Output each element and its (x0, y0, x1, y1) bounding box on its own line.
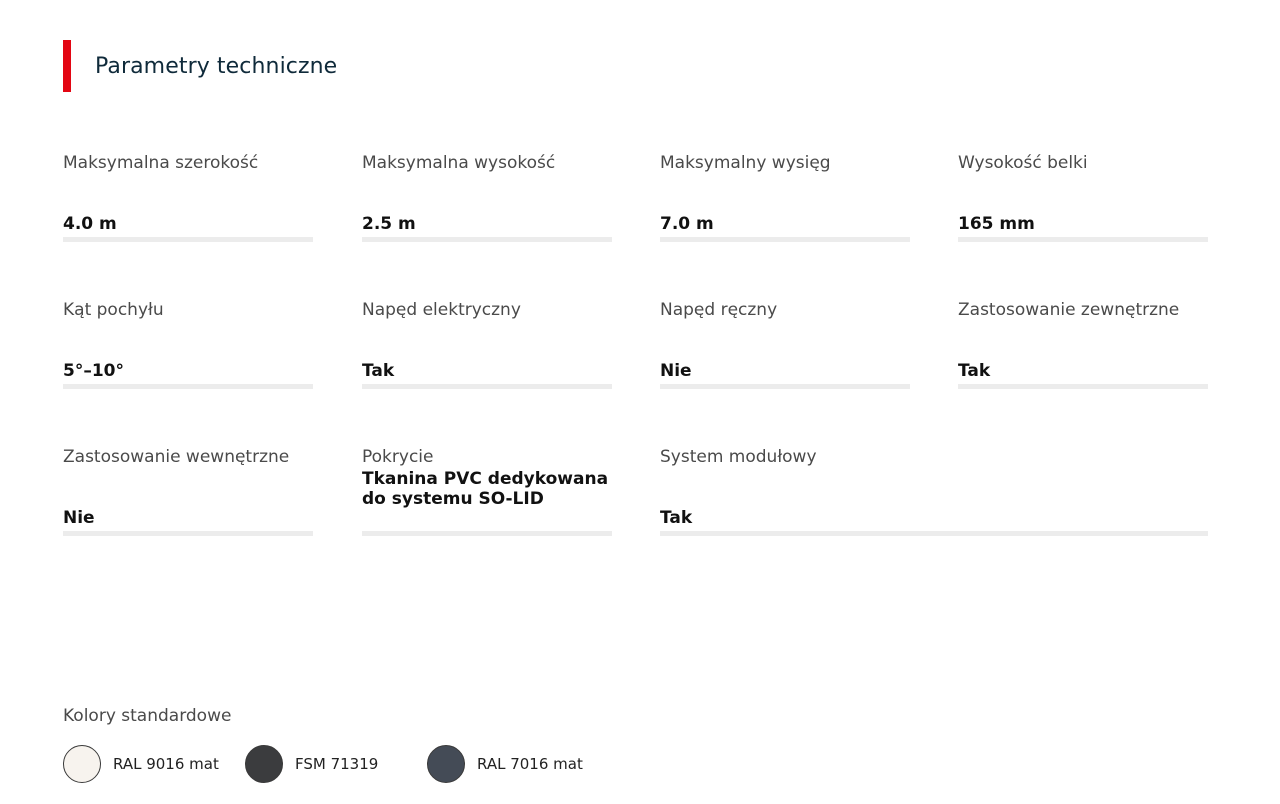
param-label: Napęd ręczny (660, 300, 778, 320)
color-name: RAL 9016 mat (113, 755, 219, 773)
param-value: Tkanina PVC dedykowana do systemu SO-LID (362, 469, 609, 509)
param-value: Tak (362, 361, 395, 381)
color-option-ral-9016[interactable] (63, 744, 219, 784)
param-underline (63, 531, 313, 536)
param-label: Maksymalny wysięg (660, 153, 831, 173)
param-underline (362, 384, 612, 389)
param-label: Napęd elektryczny (362, 300, 521, 320)
param-value: 5°–10° (63, 361, 124, 381)
color-option-fsm-71319[interactable] (245, 744, 378, 784)
color-option-ral-7016[interactable] (427, 744, 583, 784)
param-label: Pokrycie (362, 447, 434, 467)
param-value: Tak (958, 361, 991, 381)
accent-bar (63, 40, 71, 92)
param-underline (63, 237, 313, 242)
param-underline (958, 237, 1208, 242)
param-underline (63, 384, 313, 389)
param-value: Nie (63, 508, 95, 528)
param-value: Nie (660, 361, 692, 381)
param-underline (660, 237, 910, 242)
param-label: Zastosowanie zewnętrzne (958, 300, 1180, 320)
section-title: Parametry techniczne (95, 53, 338, 79)
standard-colors-label: Kolory standardowe (63, 706, 232, 726)
param-label: Wysokość belki (958, 153, 1088, 173)
param-value: 2.5 m (362, 214, 416, 234)
param-label: Kąt pochyłu (63, 300, 164, 320)
param-label: Zastosowanie wewnętrzne (63, 447, 290, 467)
color-name: RAL 7016 mat (477, 755, 583, 773)
color-name: FSM 71319 (295, 755, 379, 773)
param-underline (362, 531, 612, 536)
param-label: Maksymalna szerokość (63, 153, 259, 173)
param-value: 4.0 m (63, 214, 117, 234)
param-label: Maksymalna wysokość (362, 153, 556, 173)
param-label: System modułowy (660, 447, 817, 467)
param-value: Tak (660, 508, 693, 528)
color-swatch[interactable] (63, 745, 101, 783)
section-header (63, 40, 337, 92)
param-underline (660, 531, 1208, 536)
param-value: 7.0 m (660, 214, 714, 234)
color-swatch[interactable] (427, 745, 465, 783)
param-underline (660, 384, 910, 389)
param-underline (362, 237, 612, 242)
param-value: 165 mm (958, 214, 1035, 234)
color-swatch[interactable] (245, 745, 283, 783)
param-underline (958, 384, 1208, 389)
